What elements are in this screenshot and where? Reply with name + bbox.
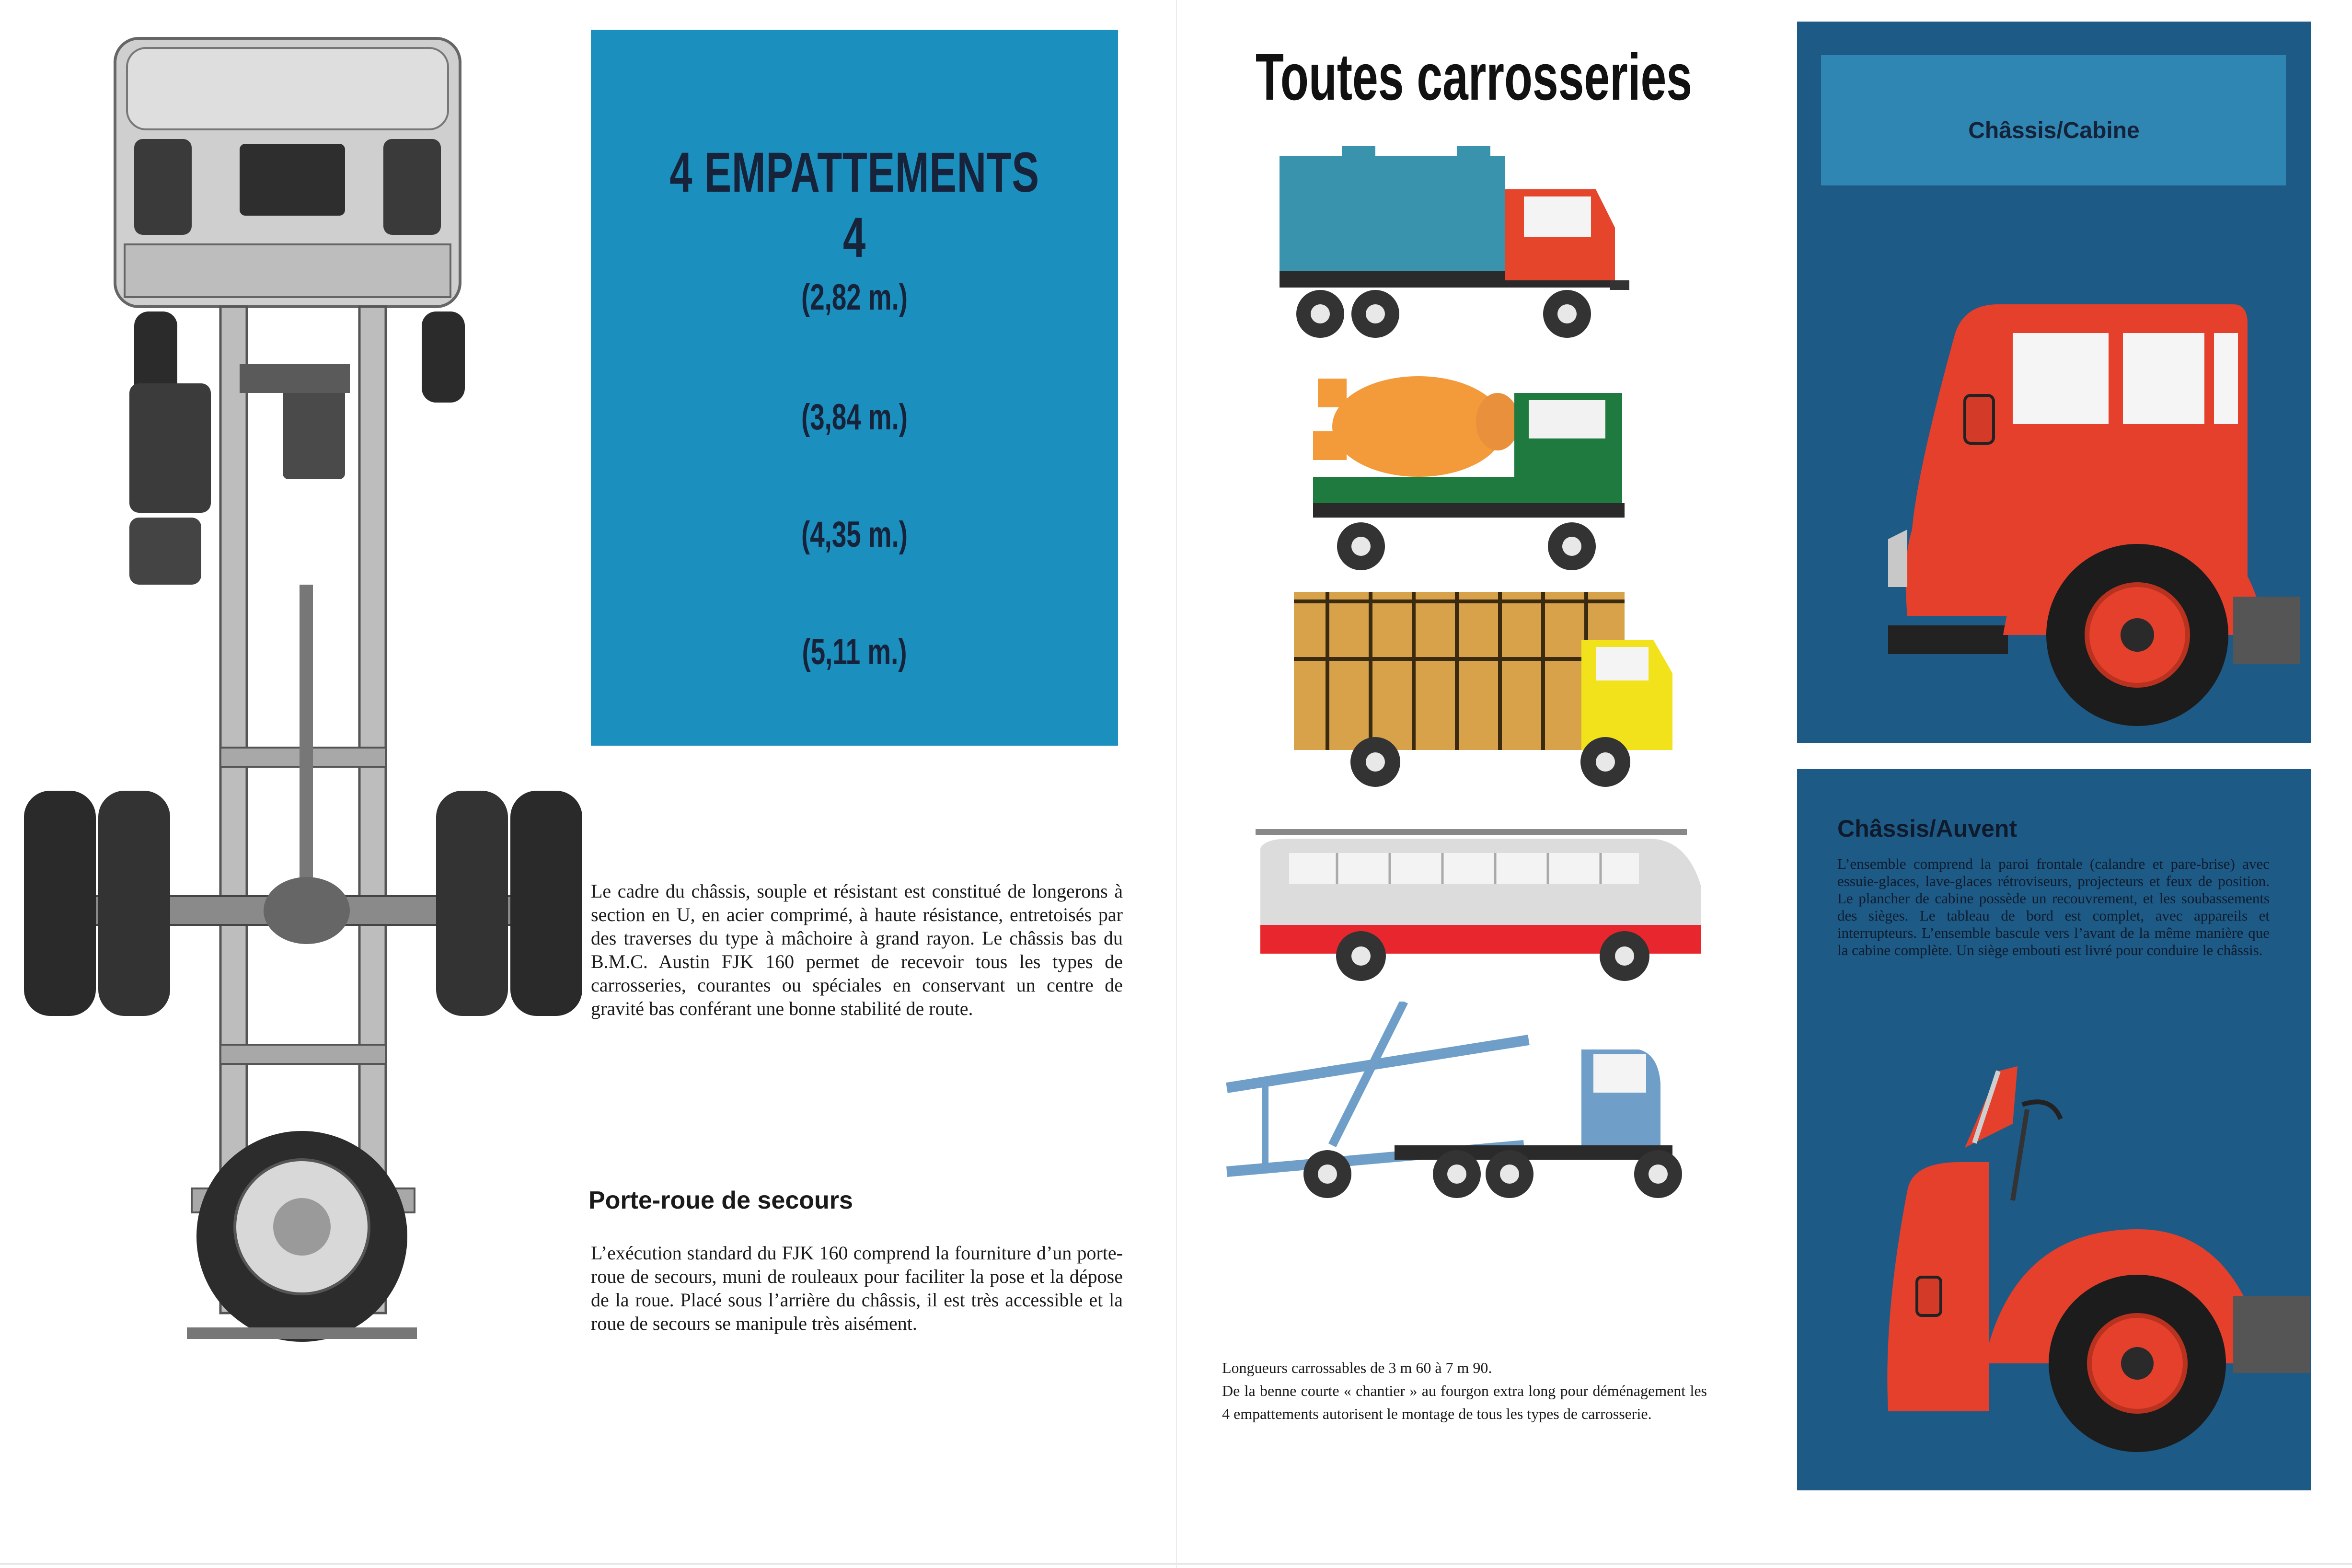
spare-wheel-heading: Porte-roue de secours [588,1187,853,1214]
wheelbase-panel [591,30,1118,746]
wheelbase-value: (3,84 m.) [801,397,908,438]
wheelbase-value: (5,11 m.) [802,632,907,672]
chassis-cabine-panel [1797,22,2311,743]
truck-auvent-illustration [1869,1066,2310,1469]
page-bottom-edge [0,1563,2352,1565]
chassis-cabine-title: Châssis/Cabine [1968,118,2140,143]
page-gutter [1176,0,1177,1568]
wheelbase-value: (2,82 m.) [801,277,908,318]
chassis-description: Le cadre du châssis, souple et résistant est constitué de longerons à section en U, en acier comprimé, à haute résistance, entretoisés par des traverses du type à mâchoire à grand rayon. Le châssis bas du B.M.C. Austin FJK 160 permet de recevoir tous les types de carrosseries, courantes ou spéciales en conservant un centre de gravité bas conférant une bonne stabilité de route. [591,880,1123,1019]
chassis-illustration [14,19,589,1351]
spare-wheel-text: L’exécution standard du FJK 160 comprend la fourniture d’un porte-roue de secours, muni de rouleaux pour faciliter la pose et la dépose de la roue. Placé sous l’arrière du châssis, il est très accessible et la roue de secours se manipule très aisément. [591,1242,1123,1334]
chassis-auvent-title: Châssis/Auvent [1837,815,2018,842]
wheelbase-value: (4,35 m.) [801,514,908,555]
livestock-truck-icon [1217,592,1744,803]
car-transporter-truck-icon [1217,1002,1744,1212]
tanker-truck-icon [1217,137,1744,347]
body-length-description: De la benne courte « chantier » au fourgon extra long pour déménagement les 4 empattements autorisent le montage de tous les types de carrosserie. [1222,1382,1707,1422]
chassis-auvent-text: L’ensemble comprend la paroi frontale (calandre et pare-brise) avec essuie-glaces, lave-glaces rétroviseurs, projecteurs et feux de position. Le plancher de cabine possède un recouvrement, et les soubassements des sièges. Le tableau de bord est complet, avec appareils et interrupteurs. L’ensemble bascule vers l’avant de la même manière que la cabine complète. Un siège embouti est livré pour conduire le châssis. [1837,855,2270,958]
body-types-title: Toutes carrosseries [1256,40,1693,114]
body-length-text [1222,1356,1707,1425]
wheelbase-title: 4 EMPATTEMENTS 4 [669,141,1039,269]
truck-cab-illustration [1869,290,2300,731]
body-length-line: Longueurs carrossables de 3 m 60 à 7 m 90. [1222,1359,1492,1376]
cement-mixer-truck-icon [1217,369,1744,580]
